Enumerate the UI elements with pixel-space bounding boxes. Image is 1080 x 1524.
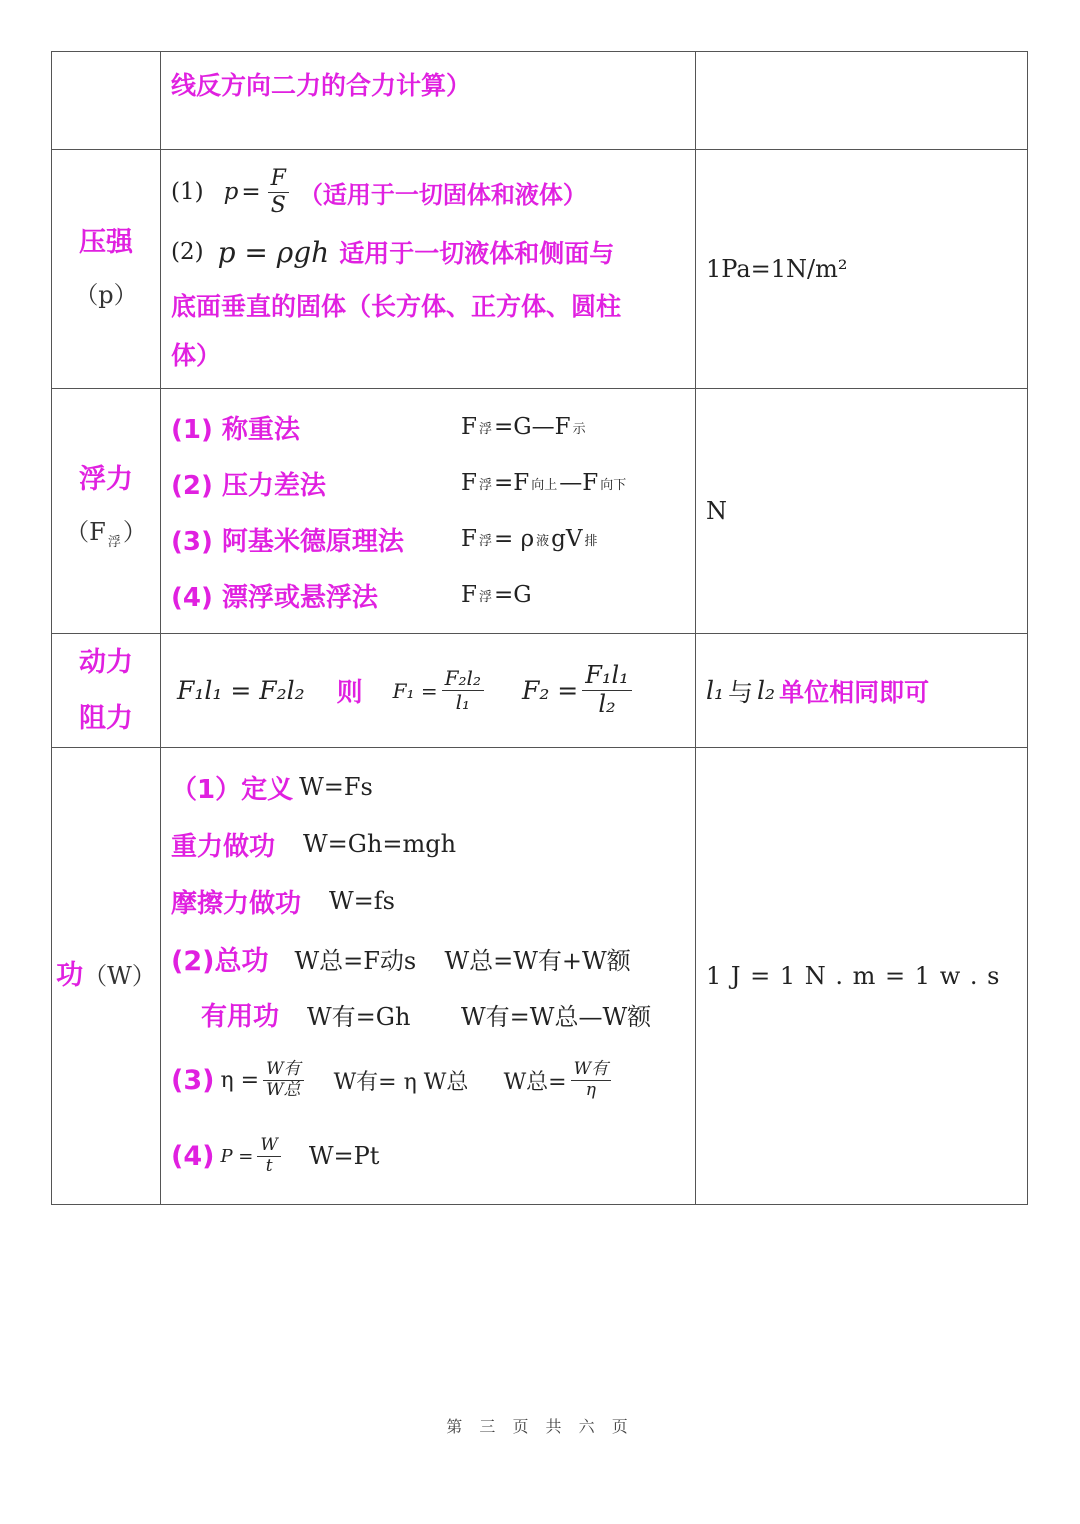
table-row [52,52,1028,150]
note-continuation: 体） [171,341,222,370]
unit-cell [696,389,1028,634]
subscript: 向下 [600,477,627,493]
definition-formula: W=Fs [299,773,373,801]
total-formula-1: W总=F动s [294,946,417,975]
table-row [52,389,1028,634]
friction-work [171,872,685,930]
buoyancy-method [171,399,685,455]
power [171,1118,685,1194]
power-lhs: P = [220,1145,254,1167]
fraction [268,166,289,218]
subscript: 向上 [531,477,558,493]
friction-label: 摩擦力做功 [171,888,302,919]
item-number: (2) [171,239,204,265]
subscript: 排 [584,533,598,549]
symbol-close: ） [122,517,147,546]
f2-lhs: F₂ = [521,676,579,705]
symbol-subscript: 浮 [107,534,121,550]
f1-lhs: F₁ = [392,678,438,703]
unit-cell [696,52,1028,150]
denominator: W总 [266,1079,301,1100]
resistance-label: 阻力 [79,702,133,734]
continuation-text: 线反方向二力的合力计算） [171,71,472,100]
l1-symbol: l₁ [706,676,725,705]
efficiency-label: (3) [171,1064,215,1096]
fraction [571,1060,611,1100]
equation-part: = ρ [493,526,535,552]
equation-part: —F [559,470,599,496]
efficiency-formula-2: W有= η W总 [333,1069,469,1095]
force-symbol: F [461,470,477,496]
connector: 与 [728,677,754,707]
formula-cell [161,52,696,150]
pressure-unit: 1Pa=1N/m² [706,255,848,283]
label-cell [52,634,161,748]
note-continuation: 底面垂直的固体（长方体、正方体、圆柱 [171,292,622,321]
fraction [257,1136,280,1176]
note: 单位相同即可 [779,677,930,707]
label-cell [52,150,161,389]
work-unit: 1 J = 1 N . m = 1 w . s [706,962,1001,990]
method-name: (2) 压力差法 [171,470,326,501]
formula-cell [161,748,696,1205]
subscript: 浮 [478,477,492,493]
force-symbol: F [461,414,477,440]
useful-label: 有用功 [201,1001,280,1032]
fraction [263,1060,303,1100]
unit-cell [696,150,1028,389]
subscript: 液 [536,533,550,549]
label-cell [52,748,161,1205]
efficiency-formula-3-lhs: W总= [503,1069,567,1095]
buoyancy-symbol [52,506,160,569]
table-row [52,150,1028,389]
method-name: (4) 漂浮或悬浮法 [171,582,378,613]
pressure-formula-1 [171,160,685,224]
page-footer: 第 三 页 共 六 页 [446,1417,634,1436]
denominator: l₁ [455,690,471,714]
buoyancy-method [171,455,685,511]
total-label: (2)总功 [171,945,269,977]
buoyancy-label: 浮力 [79,463,133,495]
numerator: F₂l₂ [442,667,484,691]
denominator: l₂ [598,690,616,718]
pressure-label: 压强 [79,227,133,258]
gravity-label: 重力做功 [171,831,276,862]
unit-cell [696,634,1028,748]
symbol-text: （F [65,517,106,546]
force-symbol: F [461,526,477,552]
subscript: 示 [572,421,586,437]
unit-cell [696,748,1028,1205]
method-name: (1) 称重法 [171,414,300,445]
gravity-work [171,816,685,872]
formula: p = ρgh [217,235,330,269]
work-symbol: （W） [83,962,156,990]
formula-cell [161,150,696,389]
subscript: 浮 [478,589,492,605]
equals-sign: = [241,179,261,205]
definition-label: （1）定义 [171,774,294,805]
equation-part: =F [493,470,530,496]
denominator: η [585,1079,596,1100]
buoyancy-unit: N [706,497,727,525]
formula-cell [161,389,696,634]
work-definition [171,758,685,816]
l2-symbol: l₂ [757,676,776,705]
denominator: t [265,1155,273,1176]
equation-part: gV [551,526,583,552]
total-formula-2: W总=W有+W额 [444,946,631,975]
useful-formula-2: W有=W总—W额 [461,1002,652,1031]
equation-part: =G [493,582,532,608]
numerator: F [268,166,289,192]
buoyancy-method [171,567,685,623]
numerator: W [257,1136,280,1157]
force-symbol: F [461,582,477,608]
friction-formula: W=fs [329,887,395,915]
gravity-formula: W=Gh=mgh [303,830,457,858]
formula-cell [161,634,696,748]
table-row [52,634,1028,748]
then-word: 则 [336,678,363,708]
eta-lhs: η = [220,1067,260,1093]
power-label: (4) [171,1140,215,1172]
label-cell [52,52,161,150]
method-name: (3) 阿基米德原理法 [171,526,404,557]
subscript: 浮 [478,421,492,437]
pressure-symbol: （p） [74,281,138,309]
fraction [582,662,632,718]
useful-work [171,986,685,1042]
equation-part: =G—F [493,414,571,440]
buoyancy-method [171,511,685,567]
subscript: 浮 [478,533,492,549]
lever-unit-note [706,673,1027,709]
effort-label: 动力 [79,646,133,678]
useful-formula-1: W有=Gh [307,1002,411,1031]
fraction [442,667,484,714]
symbol-p: p [223,179,239,205]
work-label: 功 [56,960,84,991]
lever-formula [171,662,685,718]
numerator: W有 [571,1060,611,1081]
power-formula-2: W=Pt [308,1142,380,1170]
numerator: F₁l₁ [582,662,632,691]
total-work [171,930,685,986]
efficiency [171,1042,685,1118]
denominator: S [270,192,286,218]
item-number: (1) [171,179,204,205]
note: 适用于一切液体和侧面与 [339,239,615,268]
formula-table [51,51,1028,1205]
pressure-formula-2 [171,224,685,280]
table-row [52,748,1028,1205]
lever-equation: F₁l₁ = F₂l₂ [177,676,305,705]
numerator: W有 [263,1060,303,1081]
note: （适用于一切固体和液体） [298,180,587,209]
label-cell [52,389,161,634]
